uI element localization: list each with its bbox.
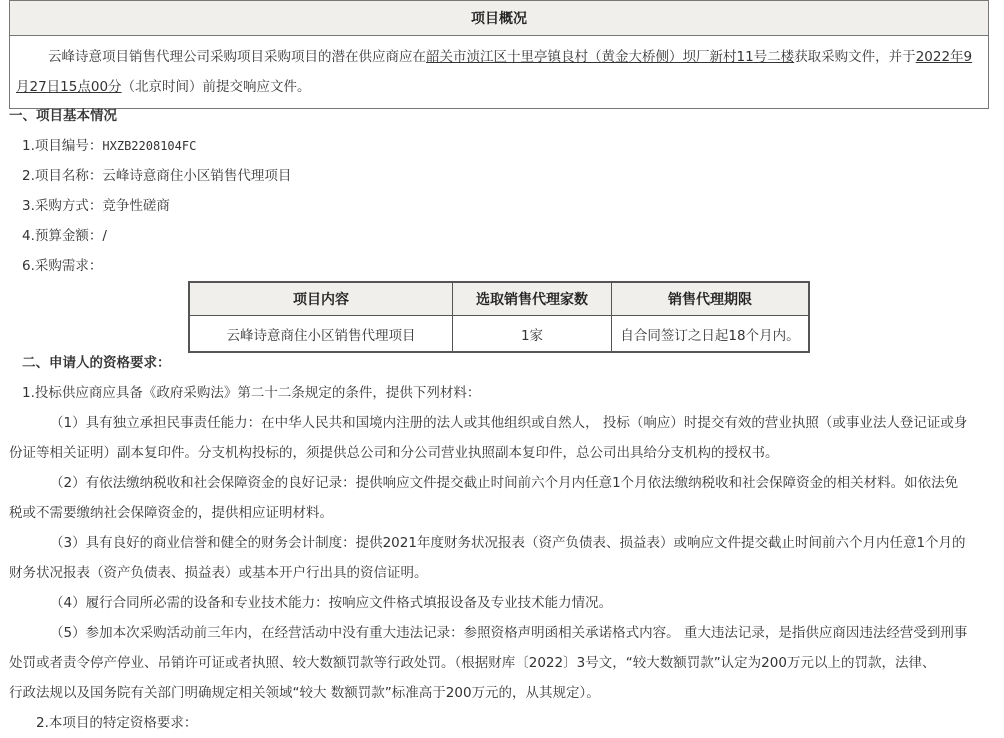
clause-5-line-1: （5）参加本次采购活动前三年内，在经营活动中没有重大违法记录：参照资格声明函相关承诺格式内容。 重大违法记录，是指供应商因违法经营受到刑事 <box>50 625 968 641</box>
requirement-intro: 1.投标供应商应具备《政府采购法》第二十二条规定的条件，提供下列材料： <box>22 385 481 401</box>
overview-text-1: 云峰诗意项目销售代理公司采购项目采购项目的潜在供应商应在 <box>48 49 426 65</box>
item-label: 6.采购需求： <box>22 258 103 274</box>
table-cell: 1家 <box>453 316 612 353</box>
clause-2-line-2: 税或不需要缴纳社会保障资金的，提供相应证明材料。 <box>9 505 333 521</box>
overview-text-3: （北京时间）前提交响应文件。 <box>121 79 311 95</box>
table-header: 选取销售代理家数 <box>453 282 612 316</box>
item-value: 竞争性磋商 <box>102 198 170 214</box>
item-project-number <box>22 131 196 161</box>
section1-title: 一、项目基本情况 <box>9 108 117 124</box>
table-header: 销售代理期限 <box>612 282 810 316</box>
overview-heading: 项目概况 <box>10 1 989 36</box>
clause-1-line-1: （1）具有独立承担民事责任能力：在中华人民共和国境内注册的法人或其他组织或自然人， 投标（响应）时提交有效的营业执照（或事业法人登记证或身 <box>50 415 968 431</box>
item-budget <box>22 221 107 251</box>
table-header: 项目内容 <box>189 282 453 316</box>
project-overview-table <box>9 0 989 109</box>
item-procurement-needs <box>22 251 102 281</box>
clause-2-line-1: （2）有依法缴纳税收和社会保障资金的良好记录：提供响应文件提交截止时间前六个月内任意1个月依法缴纳税收和社会保障资金的相关材料。如依法免 <box>50 475 959 491</box>
clause-5-line-2: 处罚或者责令停产停业、吊销许可证或者执照、较大数额罚款等行政处罚。（根据财库〔2022〕3号文，“较大数额罚款”认定为200万元以上的罚款，法律、 <box>9 655 936 671</box>
requirement-table <box>188 281 810 353</box>
item-procurement-method <box>22 191 170 221</box>
item-label: 2.项目名称： <box>22 168 103 184</box>
item-label: 1.项目编号： <box>22 138 103 154</box>
table-cell: 云峰诗意商住小区销售代理项目 <box>189 316 453 353</box>
item-project-name <box>22 161 291 191</box>
table-row <box>189 316 809 353</box>
item-label: 4.预算金额： <box>22 228 103 244</box>
table-cell: 自合同签订之日起18个月内。 <box>612 316 810 353</box>
section2-title: 二、申请人的资格要求： <box>22 355 171 371</box>
overview-text <box>10 36 989 109</box>
overview-address: 韶关市浈江区十里亭镇良村（黄金大桥侧）坝厂新村11号二楼 <box>426 49 795 65</box>
clause-1-line-2: 份证等相关证明）副本复印件。分支机构投标的，须提供总公司和分公司营业执照副本复印件，总公司出具给分支机构的授权书。 <box>9 445 779 461</box>
clause-5-line-3: 行政法规以及国务院有关部门明确规定相关领域“较大 数额罚款”标准高于200万元的，从其规定）。 <box>9 685 600 701</box>
clause-3-line-2: 财务状况报表（资产负债表、损益表）或基本开户行出具的资信证明。 <box>9 565 428 581</box>
overview-text-2: 获取采购文件，并于 <box>794 49 916 65</box>
item-value: / <box>102 228 107 244</box>
clause-3-line-1: （3）具有良好的商业信誉和健全的财务会计制度：提供2021年度财务状况报表（资产负债表、损益表）或响应文件提交截止时间前六个月内任意1个月的 <box>50 535 966 551</box>
item-value: HXZB2208104FC <box>102 139 197 153</box>
specific-requirements-heading: 2.本项目的特定资格要求： <box>36 715 198 731</box>
item-label: 3.采购方式： <box>22 198 103 214</box>
overview-deadline: 2022年9月27日15点00分 <box>16 49 973 95</box>
table-header-row <box>189 282 809 316</box>
clause-4: （4）履行合同所必需的设备和专业技术能力：按响应文件格式填报设备及专业技术能力情况。 <box>50 595 613 611</box>
item-value: 云峰诗意商住小区销售代理项目 <box>102 168 292 184</box>
